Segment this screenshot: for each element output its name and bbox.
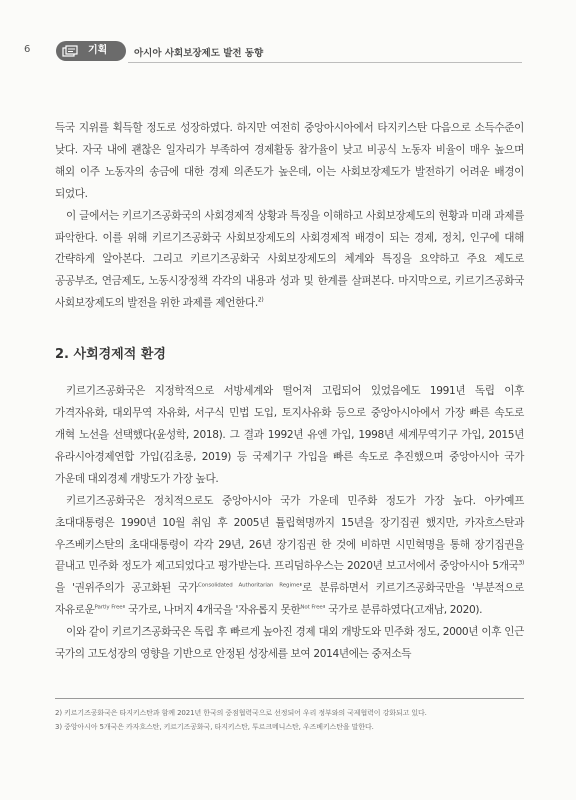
footnote-divider [55, 698, 524, 699]
footnote-ref-2[interactable]: 2) [257, 296, 264, 304]
intro-paragraph-1: 득국 지위를 획득할 정도로 성장하였다. 하지만 여전히 중앙아시아에서 타지키스탄 다음으로 소득수준이 낮다. 자국 내에 괜찮은 일자리가 부족하여 경제활동 참가율이 낮고 비공식 노동자 비율이 매우 높으며 해외 이주 노동자의 송금에 대한 경제 의존도가 높은데, 이는 사회보장제도가 발전하기 어려운 배경이 되었다. [55, 122, 524, 200]
section-paragraph-3: 이와 같이 키르기즈공화국은 독립 후 빠르게 높아진 경제 대외 개방도와 민주화 정도, 2000년 이후 인근 국가의 고도성장의 영향을 기반으로 안정된 성장세를 보여 2014년에는 중저소득 [55, 626, 524, 661]
footnote-ref-3[interactable]: 3) [518, 559, 524, 567]
section-paragraph-2: 키르기즈공화국은 정치적으로도 중앙아시아 국가 가운데 민주화 정도가 가장 높다. 아카예프 초대대통령은 1990년 10월 취임 후 2005년 튤립혁명까지 15년을 장기집권 했지만, 카자흐스탄과 우즈베키스탄의 초대대통령이 각각 29년, 26년 장기집권 한 것에 비하면 시민혁명을 통해 장기집권을 끝내고 민주화 정도가 제고되었다고 평가받는다. 프리덤하우스는 2020년 보고서에서 중앙아시아 5개국$^{3)}$을 '권위주의가 공고화된 국가$^{Consolidated Authoritarian Regime}$'로 분류하면서 키르기즈공화국만을 '부분적으로 자유로운$^{Partly Free}$' 국가로, 나머지 4개국을 '자유롭지 못한$^{Not Free}$' 국가로 분류하였다(고재남, 2020). [55, 494, 524, 617]
section-heading: 2. 사회경제적 환경 [55, 347, 166, 363]
publication-title: 아시아 사회보장제도 발전 동향 [134, 48, 264, 59]
document-stack-icon [62, 45, 78, 57]
term-not-free: Not Free [300, 604, 323, 611]
footnote-3: 3) 중앙아시아 5개국은 카자흐스탄, 키르기즈공화국, 타지키스탄, 투르크메니스탄, 우즈베키스탄을 말한다. [55, 723, 374, 731]
page-header [0, 40, 576, 64]
section-paragraph-1: 키르기즈공화국은 지정학적으로 서방세계와 떨어져 고립되어 있었음에도 1991년 독립 이후 가격자유화, 대외무역 자유화, 서구식 민법 도입, 토지사유화 등으로 중앙아시아에서 가장 빠른 속도로 개혁 노선을 선택했다(윤성학, 2018). 그 결과 1992년 유엔 가입, 1998년 세계무역기구 가입, 2015년 유라시아경제연합 가입(김초롱, 2019) 등 국제기구 가입을 빠른 속도로 추진했으며 중앙아시아 국가 가운데 대외경제 개방도가 가장 높다. [55, 385, 524, 485]
section-label: 기획 [88, 45, 108, 56]
section-badge [56, 41, 126, 61]
footnotes [55, 706, 524, 734]
term-partly-free: Partly Free [94, 604, 123, 611]
footnote-2: 2) 키르기즈공화국은 타지키스탄과 함께 2021년 한국의 중점협력국으로 선정되어 우리 정부와의 국제협력이 강화되고 있다. [55, 709, 427, 717]
term-consolidated-authoritarian: Consolidated Authoritarian Regime [197, 582, 300, 589]
article-body [55, 118, 524, 666]
page-number: 6 [24, 44, 31, 55]
intro-paragraph-2: 이 글에서는 키르기즈공화국의 사회경제적 상황과 특징을 이해하고 사회보장제도의 현황과 미래 과제를 파악한다. 이를 위해 키르기즈공화국 사회보장제도의 사회경제적 배경이 되는 경제, 정치, 인구에 대해 간략하게 알아본다. 그리고 키르기즈공화국 사회보장제도의 체계와 특징을 요약하고 주요 제도로 공공부조, 연금제도, 노동시장정책 각각의 내용과 성과 및 한계를 살펴본다. 마지막으로, 키르기즈공화국 사회보장제도의 발전을 위한 과제를 제언한다.$^{2)}$ [55, 209, 524, 310]
header-divider [128, 62, 522, 63]
